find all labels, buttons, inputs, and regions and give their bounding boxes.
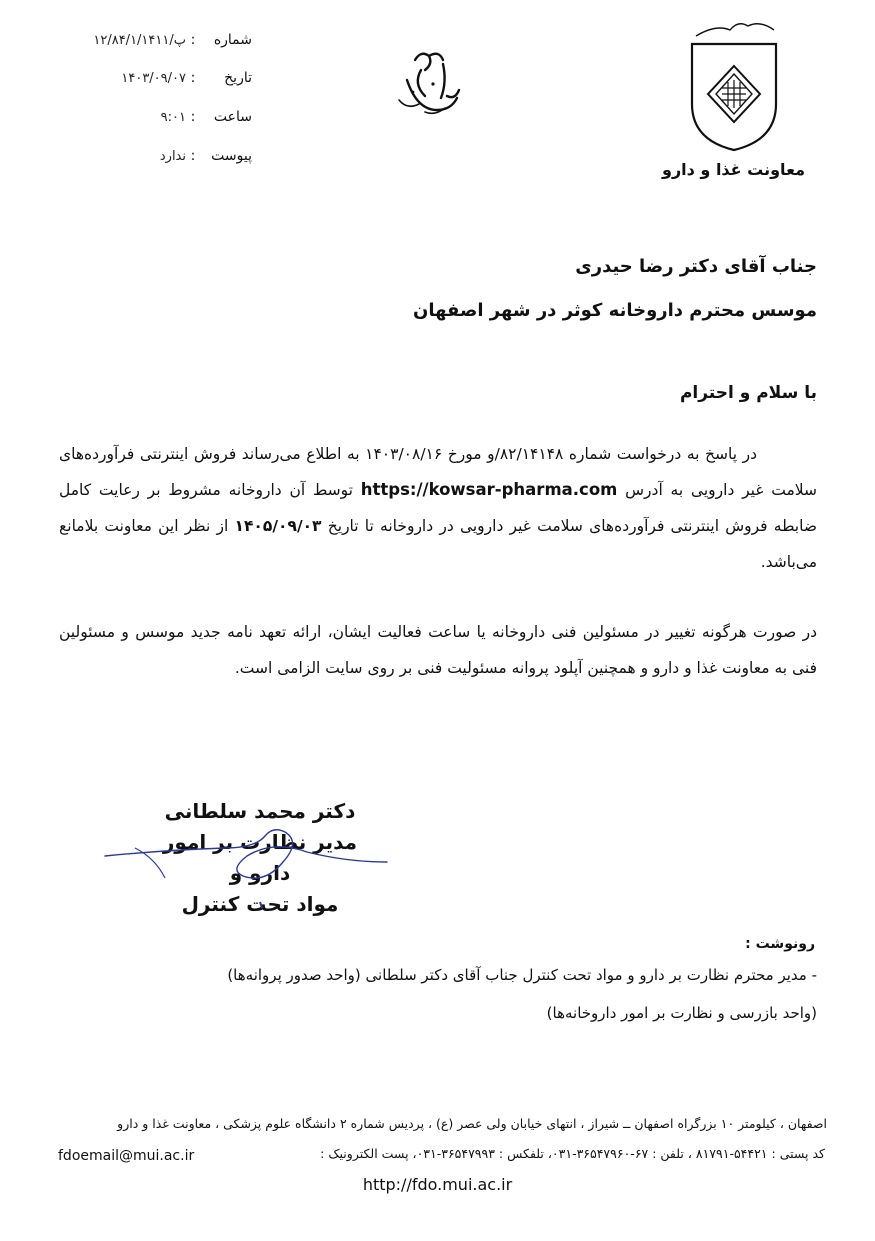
footer-website-link[interactable]: http://fdo.mui.ac.ir <box>362 1175 513 1194</box>
paragraph-1-part-3: از نظر این معاونت بلامانع می‌باشد. <box>59 517 817 571</box>
signer-name: دکتر محمد سلطانی <box>164 799 356 823</box>
recipient-name: جناب آقای دکتر رضا حیدری <box>575 256 817 277</box>
letter-attachment-field: پیوست : ندارد <box>62 148 252 172</box>
cc-line-2: (واحد بازرسی و نظارت بر امور داروخانه‌ها) <box>546 1004 817 1022</box>
signer-title-line-2: مواد تحت کنترل <box>181 892 339 916</box>
letter-time-label: ساعت <box>213 109 252 125</box>
website-url-link[interactable]: https://kowsar-pharma.com <box>360 480 618 499</box>
letter-date-label: تاریخ <box>224 70 252 86</box>
letter-number-label: شماره <box>213 32 252 48</box>
validity-date: ۱۴۰۵/۰۹/۰۳ <box>234 517 322 535</box>
letter-time-field: ساعت : ۹:۰۱ <box>62 109 252 133</box>
letter-number-value: ۱۲/۸۴/۱/۱۴۱۱/پ <box>93 33 186 48</box>
letter-number-field: شماره : ۱۲/۸۴/۱/۱۴۱۱/پ <box>62 32 252 56</box>
letter-time-value: ۹:۰۱ <box>160 110 186 125</box>
basmala-calligraphy <box>385 40 475 130</box>
signer-title-line-1: مدیر نظارت بر امور دارو و <box>162 830 358 885</box>
department-name: معاونت غذا و دارو <box>662 160 805 179</box>
greeting: با سلام و احترام <box>679 383 817 403</box>
body-paragraph-1 <box>59 436 817 580</box>
paragraph-1-part-2: توسط آن داروخانه مشروط بر رعایت کامل ضابطه فروش اینترنتی فرآورده‌های سلامت غیر دارویی در داروخانه تا تاریخ <box>59 481 817 535</box>
body-paragraph-2: در صورت هرگونه تغییر در مسئولین فنی داروخانه یا ساعت فعالیت ایشان، ارائه تعهد نامه جدید موسس و مسئولین فنی به معاونت غذا و دارو و همچنین آپلود پروانه مسئولیت فنی بر روی سایت الزامی است. <box>59 623 817 677</box>
letter-date-field: تاریخ : ۱۴۰۳/۰۹/۰۷ <box>62 70 252 94</box>
footer-email-link[interactable]: fdoemail@mui.ac.ir <box>58 1148 195 1164</box>
cc-line-1: - مدیر محترم نظارت بر دارو و مواد تحت کنترل جناب آقای دکتر سلطانی (واحد صدور پروانه‌ها) <box>227 966 817 984</box>
letter-attachment-label: پیوست <box>211 148 252 164</box>
university-emblem-icon <box>686 22 782 152</box>
paragraph-1-part-1: در پاسخ به درخواست شماره ۸۲/۱۴۱۴۸/و مورخ ۱۴۰۳/۰۸/۱۶ به اطلاع می‌رساند فروش اینترنتی فرآورده‌های سلامت غیر دارویی به آدرس <box>59 445 817 499</box>
letter-date-value: ۱۴۰۳/۰۹/۰۷ <box>121 71 186 86</box>
handwritten-signature <box>95 812 395 912</box>
cc-title: رونوشت : <box>745 936 815 952</box>
recipient-title: موسس محترم داروخانه کوثر در شهر اصفهان <box>412 300 817 321</box>
footer-contact: کد پستی : ۵۴۴۲۱-۸۱۷۹۱ ، تلفن : ۶۷-۳۶۵۴۷۹۶۰-۰۳۱، تلفکس : ۳۶۵۴۷۹۹۳-۰۳۱، پست الکترونیک : <box>320 1146 825 1161</box>
letter-attachment-value: ندارد <box>159 149 186 164</box>
footer-address: اصفهان ، کیلومتر ۱۰ بزرگراه اصفهان ــ شیراز ، انتهای خیابان ولی عصر (ع) ، پردیس شماره ۲ دانشگاه علوم پزشکی ، معاونت غذا و دارو <box>117 1116 827 1131</box>
